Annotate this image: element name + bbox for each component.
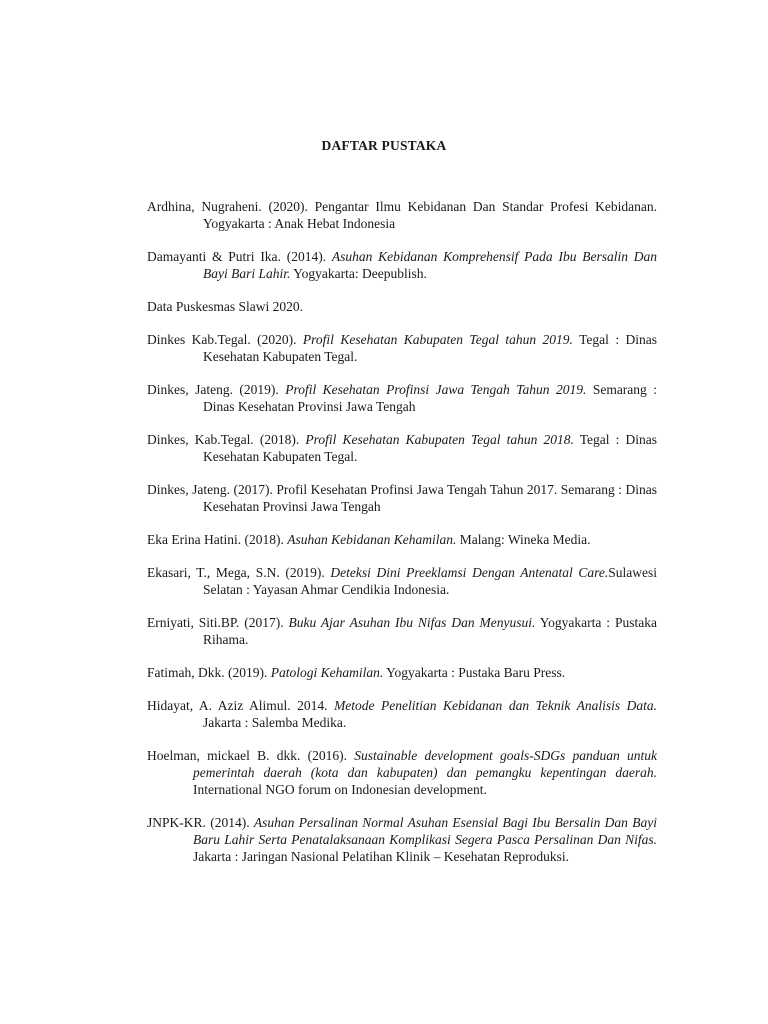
reference-text: Dinkes, Kab.Tegal. (2018). bbox=[147, 432, 306, 447]
reference-italic-title: Profil Kesehatan Kabupaten Tegal tahun 2018. bbox=[305, 432, 574, 447]
reference-italic-title: Asuhan Kebidanan Komprehensif Pada Ibu Bersalin Dan Bayi Bari Lahir. bbox=[203, 249, 658, 281]
reference-italic-title: Profil Kesehatan Kabupaten Tegal tahun 2019. bbox=[302, 332, 573, 347]
reference-text: Hoelman, mickael B. dkk. (2016). bbox=[147, 748, 355, 763]
reference-italic-title: Metode Penelitian Kebidanan dan Teknik Analisis Data. bbox=[334, 698, 657, 713]
reference-entry bbox=[147, 564, 657, 598]
reference-publisher: Yogyakarta: Deepublish. bbox=[290, 266, 427, 281]
reference-list bbox=[147, 198, 657, 881]
reference-entry bbox=[147, 431, 657, 465]
reference-publisher: Yogyakarta : Pustaka Rihama. bbox=[203, 615, 657, 647]
reference-entry bbox=[147, 664, 657, 681]
reference-text: Erniyati, Siti.BP. (2017). bbox=[147, 615, 289, 630]
reference-text: Dinkes, Jateng. (2017). Profil Kesehatan Profinsi Jawa Tengah Tahun 2017. Semarang : Dinas Kesehatan Provinsi Jawa Tengah bbox=[147, 482, 657, 514]
reference-text: Ekasari, T., Mega, S.N. (2019). bbox=[147, 565, 331, 580]
reference-entry bbox=[147, 614, 657, 648]
reference-entry bbox=[147, 747, 657, 798]
page-title: DAFTAR PUSTAKA bbox=[321, 138, 447, 153]
reference-entry bbox=[147, 381, 657, 415]
reference-text: Data Puskesmas Slawi 2020. bbox=[147, 299, 303, 314]
reference-entry bbox=[147, 814, 657, 865]
reference-publisher: Tegal : Dinas Kesehatan Kabupaten Tegal. bbox=[203, 332, 657, 364]
reference-text: JNPK-KR. (2014). bbox=[147, 815, 254, 830]
reference-text: Hidayat, A. Aziz Alimul. 2014. bbox=[147, 698, 335, 713]
reference-publisher: Jakarta : Jaringan Nasional Pelatihan Klinik – Kesehatan Reproduksi. bbox=[193, 849, 570, 864]
reference-italic-title: Patologi Kehamilan. bbox=[270, 665, 384, 680]
reference-publisher: Tegal : Dinas Kesehatan Kabupaten Tegal. bbox=[203, 432, 657, 464]
reference-entry bbox=[147, 298, 657, 315]
reference-publisher: Sulawesi Selatan : Yayasan Ahmar Cendikia Indonesia. bbox=[203, 565, 658, 597]
reference-entry bbox=[147, 331, 657, 365]
reference-text: Eka Erina Hatini. (2018). bbox=[147, 532, 288, 547]
reference-entry bbox=[147, 697, 657, 731]
reference-italic-title: Buku Ajar Asuhan Ibu Nifas Dan Menyusui. bbox=[288, 615, 536, 630]
reference-italic-title: Deteksi Dini Preeklamsi Dengan Antenatal Care. bbox=[330, 565, 609, 580]
reference-publisher: Jakarta : Salemba Medika. bbox=[203, 715, 347, 730]
reference-text: Dinkes Kab.Tegal. (2020). bbox=[147, 332, 303, 347]
reference-italic-title: Asuhan Persalinan Normal Asuhan Esensial Bagi Ibu Bersalin Dan Bayi Baru Lahir Serta Penatalaksanaan Komplikasi Segera Pasca Persalinan Dan Nifas. bbox=[193, 815, 657, 847]
reference-publisher: Malang: Wineka Media. bbox=[456, 532, 591, 547]
reference-text: Damayanti & Putri Ika. (2014). bbox=[147, 249, 332, 264]
reference-publisher: Yogyakarta : Pustaka Baru Press. bbox=[383, 665, 566, 680]
reference-text: Dinkes, Jateng. (2019). bbox=[147, 382, 286, 397]
reference-italic-title: Asuhan Kebidanan Kehamilan. bbox=[287, 532, 457, 547]
reference-publisher: International NGO forum on Indonesian development. bbox=[193, 782, 487, 797]
reference-text: Ardhina, Nugraheni. (2020). Pengantar Ilmu Kebidanan Dan Standar Profesi Kebidanan. Yogyakarta : Anak Hebat Indonesia bbox=[147, 199, 657, 231]
reference-entry bbox=[147, 481, 657, 515]
reference-italic-title: Profil Kesehatan Profinsi Jawa Tengah Tahun 2019. bbox=[285, 382, 587, 397]
reference-entry bbox=[147, 248, 657, 282]
reference-entry bbox=[147, 198, 657, 232]
reference-entry bbox=[147, 531, 657, 548]
reference-publisher: Semarang : Dinas Kesehatan Provinsi Jawa Tengah bbox=[203, 382, 657, 414]
reference-text: Fatimah, Dkk. (2019). bbox=[147, 665, 271, 680]
reference-italic-title: Sustainable development goals-SDGs panduan untuk pemerintah daerah (kota dan kabupaten) dan pemangku kepentingan daerah. bbox=[193, 748, 657, 780]
